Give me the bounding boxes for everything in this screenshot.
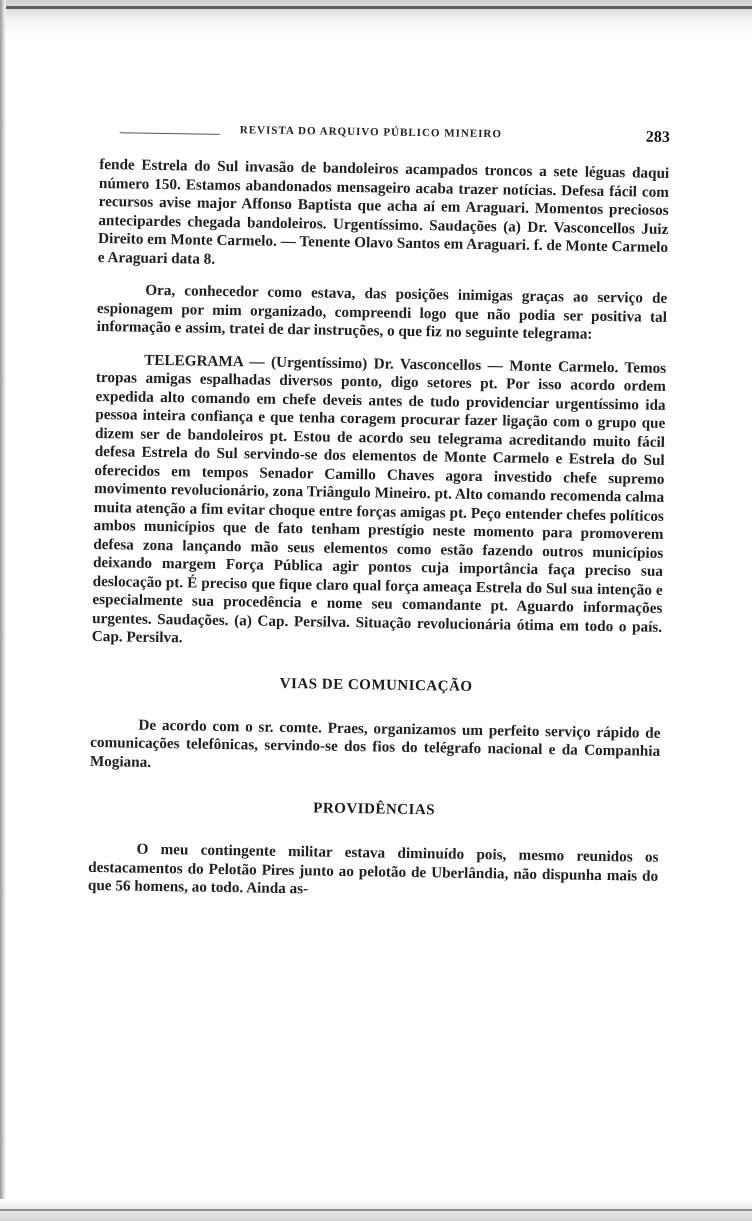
paragraph-instructions: Ora, conhecedor como estava, das posições inimigas graças ao serviço de espionagem por mim organizado, compreendi logo que não podia ser positiva tal informação e assim, tratei de dar instruções, o que fiz no seguinte telegrama: [96, 281, 668, 343]
scan-left-edge [0, 0, 6, 1221]
heading-providencias: PROVIDÊNCIAS [313, 800, 436, 819]
paragraph-providencias: O meu contingente militar estava diminuído pois, mesmo reunidos os destacamentos do Pelotão Pires junto ao pelotão de Uberlândia, não dispunha mais do que 56 homens, ao todo. Ainda as- [87, 840, 659, 898]
page-body [88, 118, 670, 904]
scan-top-line [0, 6, 752, 9]
heading-vias-de-comunicacao: VIAS DE COMUNICAÇÃO [279, 675, 473, 695]
telegram-label: TELEGRAMA [144, 351, 244, 370]
page-number: 283 [645, 128, 670, 146]
running-head-rule [120, 132, 220, 135]
scan-bottom-line [0, 1209, 752, 1211]
paragraph-communications: De acordo com o sr. comte. Praes, organizamos um perfeito serviço rápido de comunicações telefônicas, servindo-se dos fios do telégrafo nacional e da Companhia Mogiana. [89, 716, 661, 771]
paragraph-telegram [92, 350, 667, 655]
journal-title: REVISTA DO ARQUIVO PÚBLICO MINEIRO [239, 124, 503, 141]
telegram-text: — (Urgentíssimo) Dr. Vasconcellos — Monte Carmelo. Temos tropas amigas espalhadas diversos ponto, digo setores pt. Por isso acordo ordem expedida alto comando em chefe deveis antes de tudo providenciar urgentíssimo ida pessoa inteira confiança e que tenha coragem procurar fazer ligação com o grupo que dizem ser de bandoleiros pt. Estou de acordo seu telegrama acreditando muito fácil defesa Estrela do Sul servindo-se dos elementos de Monte Carmelo e Estrela do Sul oferecidos em tempos Senador Camillo Chaves agora investido chefe supremo movimento revolucionário, zona Triângulo Mineiro. pt. Alto comando recomenda calma muita atenção a fim evitar choque entre forças amigas pt. Peço entender chefes políticos ambos municípios que de fato tenham prestígio neste momento para promoverem defesa zona lançando mão seus elementos como estão fazendo outros municípios deixando margem Força Pública agir pontos cuja importância faça preciso sua deslocação pt. É preciso que fique claro qual força ameaça Estrela do Sul sua intenção e especialmente sua procedência e nome seu comandante pt. Aguardo informações urgentes. Saudações. (a) Cap. Persilva. Situação revolucionária ótima em todo o país. Cap. Persilva. [91, 352, 667, 647]
paragraph-telegram-quote: fende Estrela do Sul invasão de bandoleiros acampados troncos a sete léguas daqui número 150. Estamos abandonados mensageiro acaba trazer notícias. Defesa fácil com recursos avise major Affonso Baptista que acha aí em Araguari. Momentos preciosos antecipardes chegada bandoleiros. Urgentíssimo. Saudações (a) Dr. Vasconcellos Juiz Direito em Monte Carmelo. — Tenente Olavo Santos em Araguari. f. de Monte Carmelo e Araguari data 8. [97, 155, 670, 268]
